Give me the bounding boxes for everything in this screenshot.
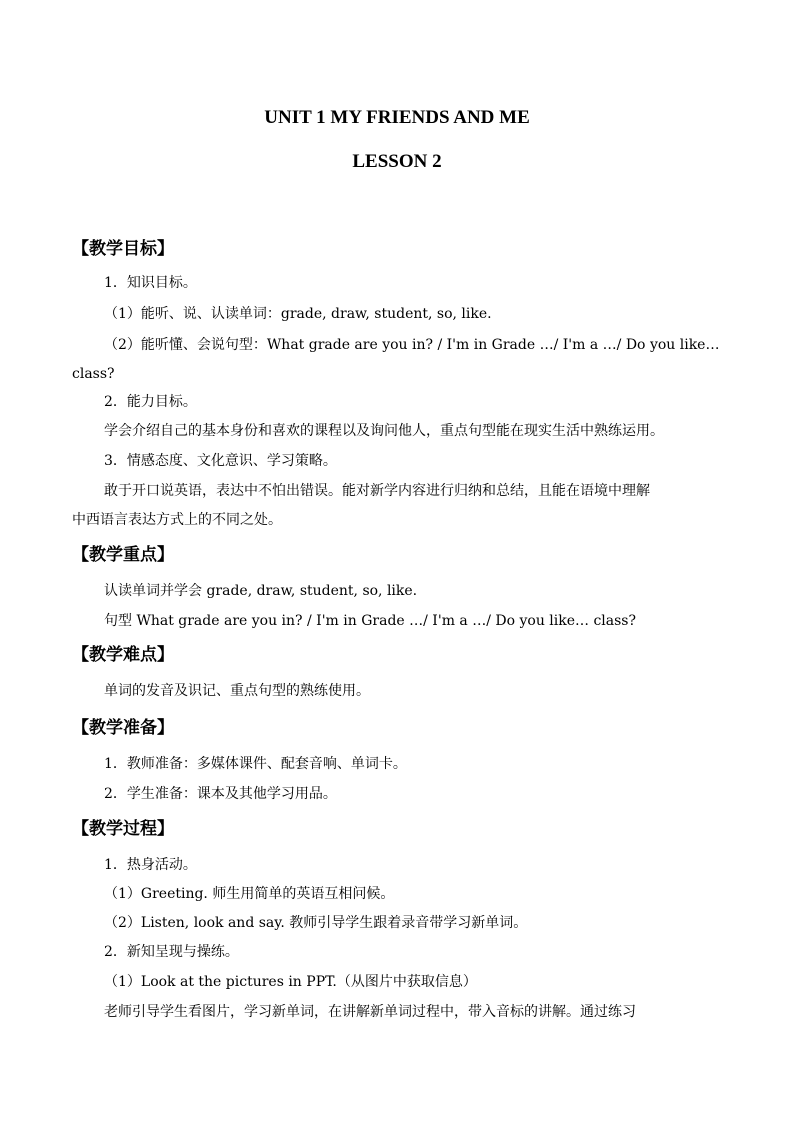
- process-line: 1．热身活动。: [104, 857, 197, 873]
- process-line: 2．新知呈现与操练。: [104, 944, 239, 960]
- document-title: UNIT 1 MY FRIENDS AND ME: [264, 107, 530, 128]
- goals-line: 中西语言表达方式上的不同之处。: [72, 512, 282, 528]
- section-heading-difficulties: 【教学难点】: [72, 645, 174, 665]
- section-heading-goals: 【教学目标】: [72, 239, 174, 259]
- preparation-line: 2．学生准备：课本及其他学习用品。: [104, 786, 337, 802]
- process-line: （2）Listen, look and say. 教师引导学生跟着录音带学习新单词。: [104, 915, 528, 931]
- document-subtitle: LESSON 2: [352, 151, 442, 172]
- difficulties-line: 单词的发音及识记、重点句型的熟练使用。: [104, 683, 370, 699]
- goals-line: （1）能听、说、认读单词：grade, draw, student, so, like.: [104, 306, 492, 322]
- goals-line: class?: [72, 366, 115, 382]
- key-points-line: 句型 What grade are you in? / I'm in Grade …/ I'm a …/ Do you like… class?: [104, 613, 636, 629]
- section-heading-preparation: 【教学准备】: [72, 718, 174, 738]
- preparation-line: 1．教师准备：多媒体课件、配套音响、单词卡。: [104, 756, 407, 772]
- key-points-line: 认读单词并学会 grade, draw, student, so, like.: [104, 583, 418, 599]
- section-heading-key-points: 【教学重点】: [72, 545, 174, 565]
- goals-line: 2．能力目标。: [104, 394, 197, 410]
- process-line: 老师引导学生看图片，学习新单词，在讲解新单词过程中，带入音标的讲解。通过练习: [104, 1004, 636, 1020]
- goals-line: 3．情感态度、文化意识、学习策略。: [104, 453, 337, 469]
- goals-line: 敢于开口说英语，表达中不怕出错误。能对新学内容进行归纳和总结，且能在语境中理解: [104, 483, 650, 499]
- goals-line: （2）能听懂、会说句型：What grade are you in? / I'm in Grade …/ I'm a …/ Do you like…: [104, 337, 720, 353]
- goals-line: 学会介绍自己的基本身份和喜欢的课程以及询问他人，重点句型能在现实生活中熟练运用。: [104, 423, 664, 439]
- process-line: （1）Look at the pictures in PPT.（从图片中获取信息）: [104, 974, 477, 990]
- process-line: （1）Greeting. 师生用简单的英语互相问候。: [104, 886, 395, 902]
- goals-line: 1．知识目标。: [104, 275, 197, 291]
- section-heading-process: 【教学过程】: [72, 819, 174, 839]
